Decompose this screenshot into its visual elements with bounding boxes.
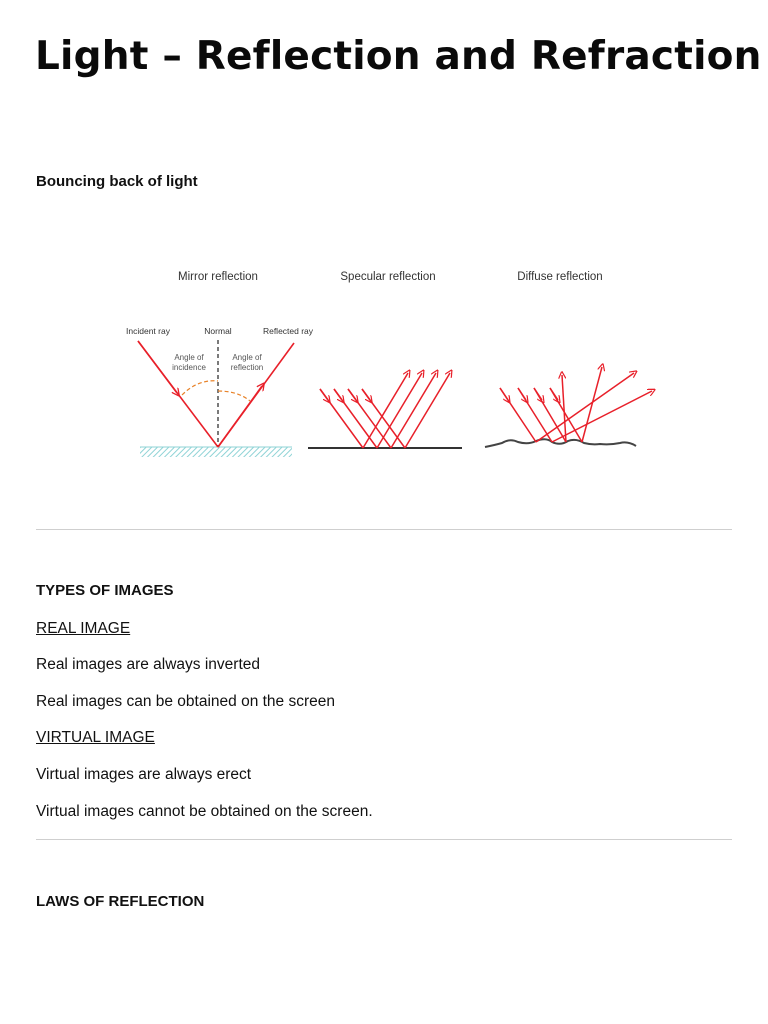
reflected-ray-label: Reflected ray: [262, 326, 314, 336]
specular-reflection-title: Specular reflection: [340, 271, 436, 283]
angle-of-reflection-arc: [218, 391, 250, 401]
angle-of-reflection-label-2: reflection: [230, 363, 264, 372]
angle-of-reflection-label-1: Angle of: [232, 353, 262, 362]
types-of-images-heading: TYPES OF IMAGES: [36, 582, 174, 599]
divider-2: [36, 839, 732, 840]
diffuse-surface: [485, 439, 636, 447]
section-heading-bouncing: Bouncing back of light: [36, 173, 198, 190]
mirror-reflection-title: Mirror reflection: [178, 271, 258, 283]
laws-of-reflection-heading: LAWS OF REFLECTION: [36, 893, 205, 910]
virtual-image-heading: VIRTUAL IMAGE: [36, 729, 155, 746]
real-image-fact-1: Real images are always inverted: [36, 656, 260, 673]
specular-rays: [320, 373, 450, 448]
real-image-heading: REAL IMAGE: [36, 620, 131, 637]
normal-label: Normal: [204, 326, 232, 336]
reflection-diagram: [100, 255, 670, 485]
incident-ray-label: Incident ray: [126, 326, 170, 336]
virtual-image-fact-1: Virtual images are always erect: [36, 766, 252, 783]
angle-of-incidence-arc: [182, 381, 218, 395]
real-image-fact-2: Real images can be obtained on the screen: [36, 693, 336, 710]
angle-of-incidence-label-2: incidence: [172, 363, 206, 372]
page-title: Light – Reflection and Refraction: [35, 34, 762, 79]
diffuse-rays: [500, 367, 652, 442]
diffuse-reflection-title: Diffuse reflection: [517, 271, 603, 283]
virtual-image-fact-2: Virtual images cannot be obtained on the screen.: [36, 803, 373, 820]
mirror-surface: [140, 447, 292, 457]
angle-of-incidence-label-1: Angle of: [174, 353, 204, 362]
divider-1: [36, 529, 732, 530]
